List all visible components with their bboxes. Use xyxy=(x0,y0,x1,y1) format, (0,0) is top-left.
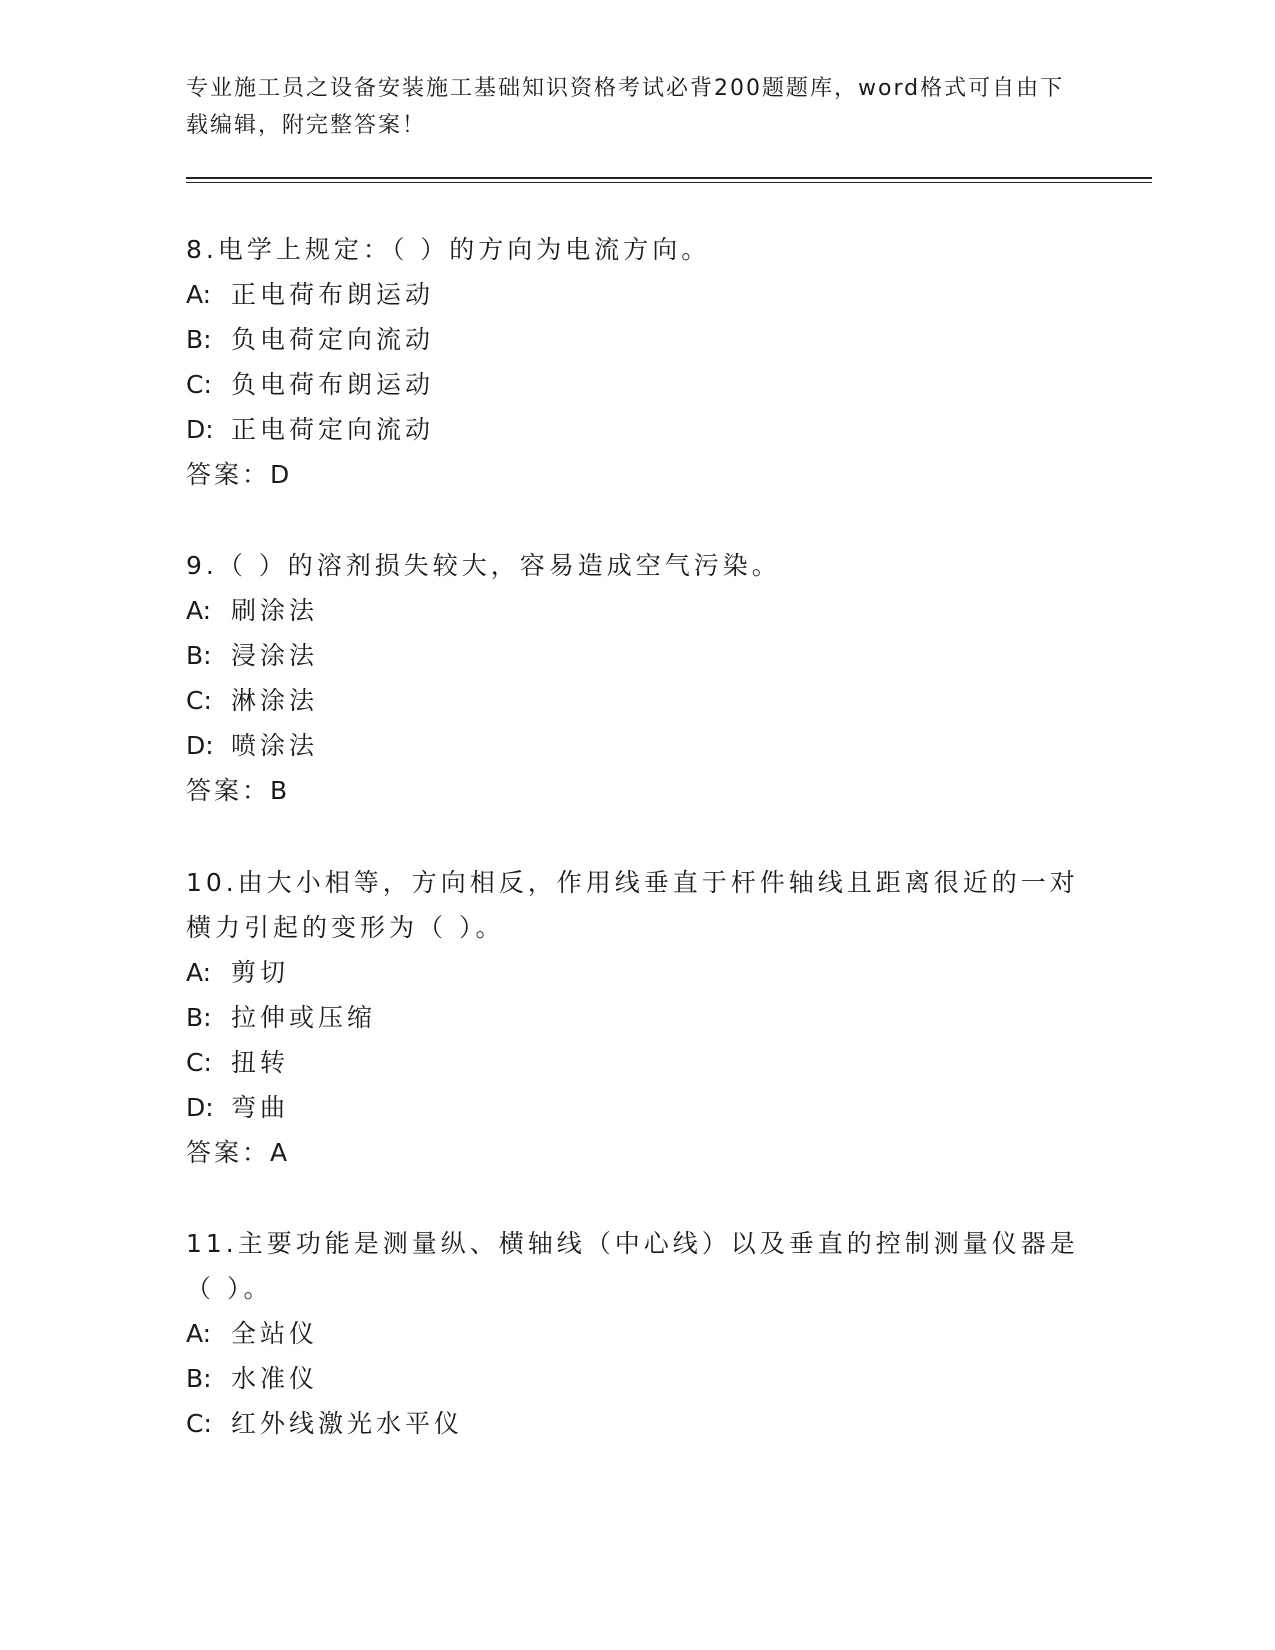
answer-line: 答案：A xyxy=(186,1138,291,1167)
option-a xyxy=(186,272,1086,317)
option-key: D: xyxy=(186,415,214,444)
option-text: 全站仪 xyxy=(231,1319,319,1348)
option-text: 负电荷定向流动 xyxy=(231,325,435,354)
option-d xyxy=(186,1085,1086,1130)
option-key: B: xyxy=(186,1364,212,1393)
option-key: A: xyxy=(186,1319,212,1348)
question-stem: 11.主要功能是测量纵、横轴线（中心线）以及垂直的控制测量仪器是（ ）。 xyxy=(186,1229,1079,1303)
option-a xyxy=(186,1311,1086,1356)
option-key: D: xyxy=(186,731,214,760)
option-key: A: xyxy=(186,280,212,309)
option-text: 水准仪 xyxy=(231,1364,319,1393)
option-c xyxy=(186,1401,1086,1446)
option-key: B: xyxy=(186,1003,212,1032)
option-b xyxy=(186,317,1086,362)
option-key: B: xyxy=(186,641,212,670)
option-text: 正电荷定向流动 xyxy=(231,415,435,444)
question-stem: 9.（ ）的溶剂损失较大，容易造成空气污染。 xyxy=(186,551,781,580)
answer-line: 答案：D xyxy=(186,460,293,489)
option-c xyxy=(186,1040,1086,1085)
option-key: B: xyxy=(186,325,212,354)
option-text: 浸涂法 xyxy=(231,641,319,670)
question-stem: 8.电学上规定：（ ）的方向为电流方向。 xyxy=(186,235,711,264)
option-text: 淋涂法 xyxy=(231,686,319,715)
option-text: 剪切 xyxy=(231,958,290,987)
question-8 xyxy=(186,227,1086,497)
option-key: A: xyxy=(186,596,212,625)
option-b xyxy=(186,1356,1086,1401)
document-header: 专业施工员之设备安装施工基础知识资格考试必背200题题库，word格式可自由下载编辑，附完整答案！ xyxy=(186,76,1065,138)
header-divider-thick xyxy=(186,177,1152,179)
question-10 xyxy=(186,860,1086,1175)
answer-line: 答案：B xyxy=(186,776,291,805)
option-d xyxy=(186,407,1086,452)
option-a xyxy=(186,588,1086,633)
option-key: C: xyxy=(186,370,212,399)
question-11 xyxy=(186,1221,1086,1446)
option-key: A: xyxy=(186,958,212,987)
option-text: 红外线激光水平仪 xyxy=(231,1409,464,1438)
question-9 xyxy=(186,543,1086,813)
option-b xyxy=(186,633,1086,678)
option-key: C: xyxy=(186,686,212,715)
option-c xyxy=(186,678,1086,723)
option-key: C: xyxy=(186,1409,212,1438)
option-text: 刷涂法 xyxy=(231,596,319,625)
question-stem: 10.由大小相等，方向相反，作用线垂直于杆件轴线且距离很近的一对横力引起的变形为（ ）。 xyxy=(186,868,1079,942)
option-c xyxy=(186,362,1086,407)
option-text: 正电荷布朗运动 xyxy=(231,280,435,309)
option-a xyxy=(186,950,1086,995)
option-text: 拉伸或压缩 xyxy=(231,1003,377,1032)
option-key: C: xyxy=(186,1048,212,1077)
option-text: 弯曲 xyxy=(231,1093,290,1122)
option-b xyxy=(186,995,1086,1040)
header-divider-thin xyxy=(186,182,1152,183)
option-key: D: xyxy=(186,1093,214,1122)
option-text: 扭转 xyxy=(231,1048,290,1077)
option-d xyxy=(186,723,1086,768)
option-text: 喷涂法 xyxy=(231,731,319,760)
option-text: 负电荷布朗运动 xyxy=(231,370,435,399)
